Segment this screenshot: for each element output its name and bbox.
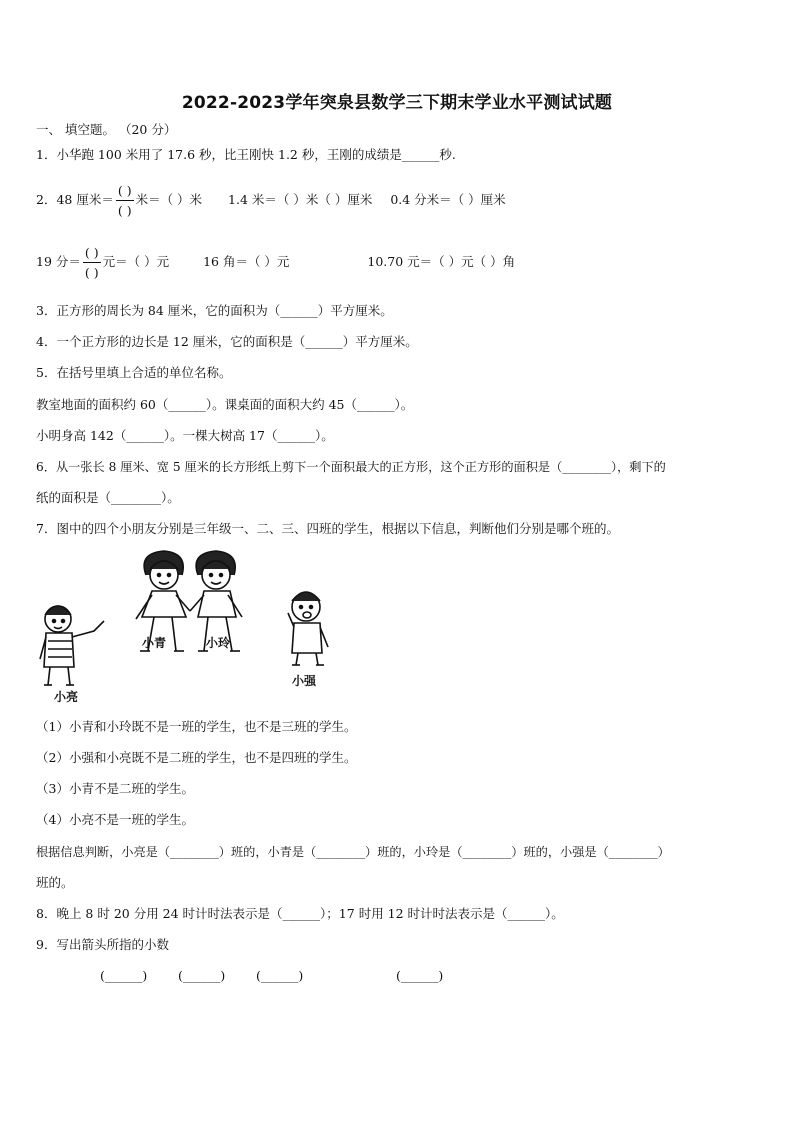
clue-1: （1）小青和小玲既不是一班的学生，也不是三班的学生。: [36, 719, 357, 734]
question-4: 4．一个正方形的边长是 12 厘米，它的面积是（______）平方厘米。: [36, 334, 418, 349]
fraction-bar: [83, 262, 101, 263]
q2b-after-fraction: 元＝（ ）元: [102, 254, 170, 269]
fraction-denominator: ( ): [84, 265, 99, 280]
question-6-line2: 纸的面积是（________）。: [36, 490, 180, 505]
question-2-line1: [36, 180, 506, 220]
question-5-stem: 5．在括号里填上合适的单位名称。: [36, 365, 232, 380]
question-8: 8．晚上 8 时 20 分用 24 时计时法表示是（______）；17 时用 12 时计时法表示是（______）。: [36, 906, 564, 921]
question-6-line1: 6．从一张长 8 厘米、宽 5 厘米的长方形纸上剪下一个面积最大的正方形，这个正方形的面积是（________），剩下的: [36, 460, 666, 474]
q2-part3: 0.4 分米＝（ ）厘米: [390, 192, 506, 207]
label-xiaoqing: 小青: [142, 636, 167, 650]
label-xiaoqiang: 小强: [292, 674, 317, 688]
q2b-lead: 19 分＝: [36, 254, 81, 269]
section-heading: 一、 填空题。 （20 分）: [36, 122, 177, 137]
question-9-stem: 9．写出箭头所指的小数: [36, 937, 169, 952]
question-7-answer-line2: 班的。: [36, 875, 74, 890]
fraction: [116, 183, 134, 218]
clue-2: （2）小强和小亮既不是二班的学生，也不是四班的学生。: [36, 750, 357, 765]
fraction-bar: [116, 200, 134, 201]
q2-after-fraction: 米＝（ ）米: [135, 192, 203, 207]
clue-3: （3）小青不是二班的学生。: [36, 781, 194, 796]
q2-part2: 1.4 米＝（ ）米（ ）厘米: [228, 192, 373, 207]
children-illustration: [36, 545, 336, 705]
q9-blank-1: (______): [100, 968, 148, 983]
question-1: 1．小华跑 100 米用了 17.6 秒，比王刚快 1.2 秒，王刚的成绩是______秒.: [36, 147, 456, 162]
fraction-denominator: ( ): [117, 203, 132, 218]
q9-blank-2: (______): [178, 968, 226, 983]
boy-xiaoliang-figure: [40, 606, 104, 685]
question-5-line2: 小明身高 142（______）。一棵大树高 17（______）。: [36, 428, 334, 443]
question-7-stem: 7．图中的四个小朋友分别是三年级一、二、三、四班的学生，根据以下信息，判断他们分别是哪个班的。: [36, 521, 619, 536]
label-xiaoliang: 小亮: [54, 690, 79, 704]
question-5-line1: 教室地面的面积约 60（______）。课桌面的面积大约 45（______）。: [36, 397, 414, 412]
q2b-part2: 16 角＝（ ）元: [203, 254, 290, 269]
question-3: 3．正方形的周长为 84 厘米，它的面积为（______）平方厘米。: [36, 303, 393, 318]
fraction: [83, 245, 101, 280]
clue-4: （4）小亮不是一班的学生。: [36, 812, 194, 827]
q9-blank-3: (______): [256, 968, 304, 983]
q2-number: 2．48 厘米＝: [36, 192, 114, 207]
question-2-line2: [36, 242, 515, 282]
fraction-numerator: ( ): [117, 183, 132, 198]
boy-xiaoqiang-figure: [288, 592, 328, 665]
fraction-numerator: ( ): [84, 245, 99, 260]
question-7-answer-line1: 根据信息判断，小亮是（________）班的，小青是（________）班的，小玲是（________）班的，小强是（________）: [36, 845, 670, 859]
q2b-part3: 10.70 元＝（ ）元（ ）角: [367, 254, 516, 269]
q9-blank-4: (______): [396, 968, 444, 983]
label-xiaoling: 小玲: [206, 636, 231, 650]
page-title: 2022-2023学年突泉县数学三下期末学业水平测试试题: [181, 93, 613, 113]
